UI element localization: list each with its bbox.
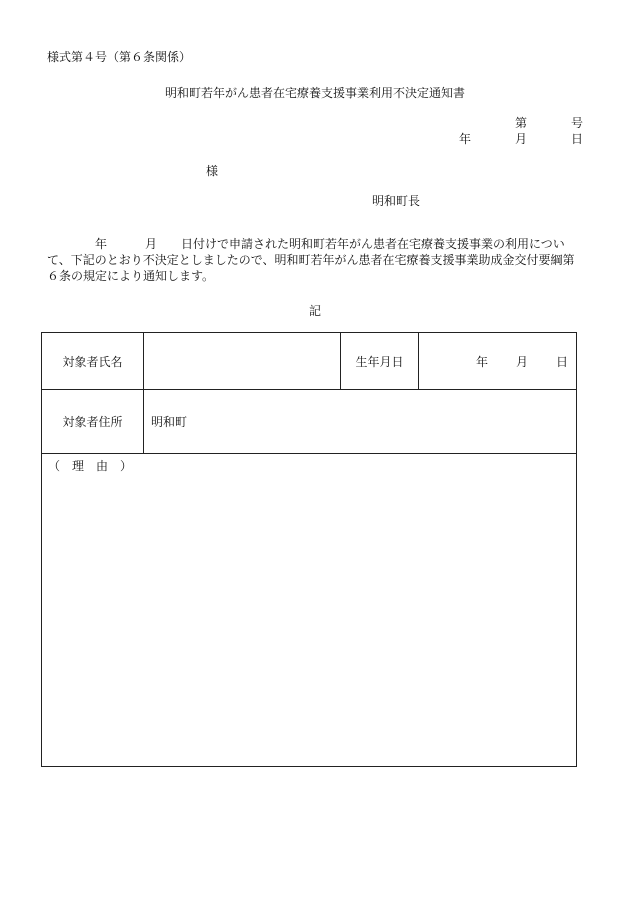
body-month-label: 月: [145, 237, 158, 251]
subject-address-label: 対象者住所: [42, 390, 144, 454]
notice-body: [47, 236, 585, 284]
subject-name-value: [144, 333, 341, 390]
number-dai: 第: [514, 116, 527, 130]
addressee-suffix: 様: [206, 164, 219, 178]
body-year-label: 年: [95, 237, 108, 251]
subject-address-value: 明和町: [144, 390, 577, 454]
date-month-label: 月: [514, 132, 527, 146]
record-mark: 記: [308, 304, 321, 318]
reason-box: [42, 454, 577, 767]
form-number: 様式第４号（第６条関係）: [47, 50, 192, 64]
birth-month-label: 月: [515, 354, 528, 369]
date-day-label: 日: [570, 132, 583, 146]
document-title: 明和町若年がん患者在宅療養支援事業利用不決定通知書: [164, 86, 465, 100]
birth-date-label: 生年月日: [341, 333, 419, 390]
birth-date-value: [419, 333, 577, 390]
reason-label: （ 理 由 ）: [48, 459, 133, 473]
document-date-line: [459, 130, 583, 147]
birth-year-label: 年: [475, 354, 488, 369]
issuer-name: 明和町長: [372, 194, 421, 208]
body-text: 日付けで申請された明和町若年がん患者在宅療養支援事業の利用について、下記のとおり不決定としましたので、明和町若年がん患者在宅療養支援事業助成金交付要綱第６条の規定により通知します。: [47, 237, 575, 283]
notice-record-table: [41, 332, 577, 767]
date-year-label: 年: [458, 132, 471, 146]
birth-day-label: 日: [555, 354, 568, 369]
document-number-line: [515, 114, 583, 131]
subject-name-label: 対象者氏名: [42, 333, 144, 390]
number-go: 号: [570, 116, 583, 130]
